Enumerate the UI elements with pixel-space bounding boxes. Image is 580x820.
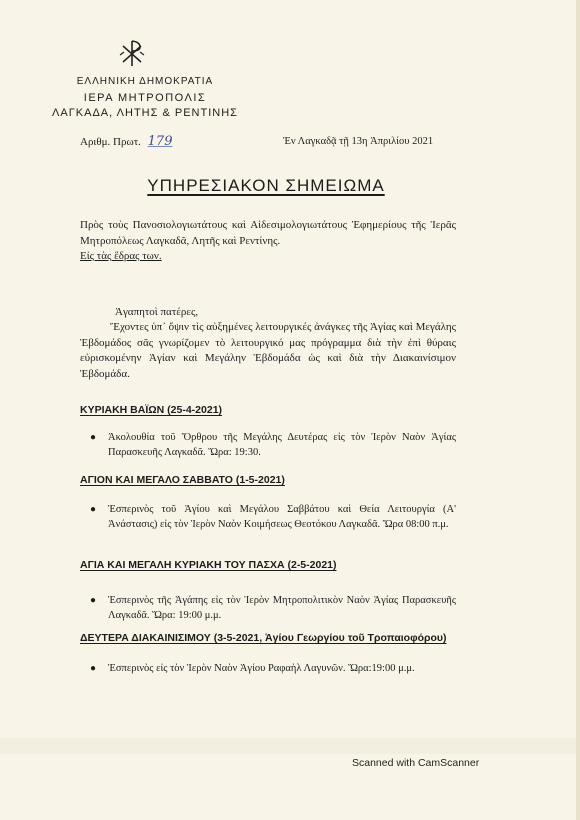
list-item <box>90 430 456 460</box>
recipients-underlined: Εἰς τὰς ἕδρας των. <box>80 250 162 262</box>
header-region: ΛΑΓΚΑΔΑ, ΛΗΤΗΣ & ΡΕΝΤΙΝΗΣ <box>52 107 238 119</box>
scanner-watermark: Scanned with CamScanner <box>352 757 480 769</box>
list-item-text: Ἑσπερινὸς εἰς τὸν Ἱερὸν Ναὸν Ἁγίου Ραφαὴλ Λαγυνῶν. Ὥρα:19:00 μ.μ. <box>108 663 415 674</box>
list-item-text: Ἑσπερινὸς τοῦ Ἁγίου καὶ Μεγάλου Σαββάτου καὶ Θεία Λειτουργία (Α' Ἀνάστασις) εἰς τὸν Ἱερὸν Ναὸν Κοιμήσεως Θεοτόκου Λαγκαδᾶ. Ὥρα 08:00 π.μ. <box>108 504 456 530</box>
bullet-icon: ● <box>90 432 97 443</box>
document-title: ΥΠΗΡΕΣΙΑΚΟΝ ΣΗΜΕΙΩΜΑ <box>147 176 385 195</box>
protocol-label: Αριθμ. Πρωτ. <box>80 136 141 148</box>
protocol-handwritten-number: 179 <box>147 134 173 149</box>
list-item-text: Ἑσπερινὸς τῆς Ἀγάπης εἰς τὸν Ἱερὸν Μητροπολιτικὸν Ναὸν Ἁγίας Παρασκευῆς Λαγκαδᾶ. Ὥρα: 19:00 μ.μ. <box>108 595 456 621</box>
section-heading-bright-monday: ΔΕΥΤΕΡΑ ΔΙΑΚΑΙΝΙΣΙΜΟΥ (3-5-2021, Ἁγίου Γεωργίου τοῦ Τροπαιοφόρου) <box>80 632 447 644</box>
section-heading-easter-sunday: ΑΓΙΑ ΚΑΙ ΜΕΓΑΛΗ ΚΥΡΙΑΚΗ ΤΟΥ ΠΑΣΧΑ (2-5-2021) <box>80 559 337 571</box>
bullet-icon: ● <box>90 663 97 674</box>
section-heading-palm-sunday: ΚΥΡΙΑΚΗ ΒΑΪΩΝ (25-4-2021) <box>80 404 223 416</box>
body-paragraph: Ἔχοντες ὑπ᾽ ὄψιν τὶς αὐξημένες λειτουργικές ἀνάγκες τῆς Ἁγίας καὶ Μεγάλης Ἑβδομάδος σᾶς γνωρίζομεν τὸ λειτουργικό μας πρόγραμμα διὰ τὴν ἐπὶ θύραις εὑρισκομένην Ἁγίαν καὶ Μεγάλην Ἑβδομάδα ὡς καὶ διὰ τὴν Διακαινίσιμον Ἑβδομάδα. <box>80 321 456 380</box>
list-item <box>90 502 456 532</box>
list-item <box>90 593 456 623</box>
list-item <box>90 661 456 676</box>
chi-rho-emblem-icon <box>117 38 147 68</box>
section-heading-holy-saturday: ΑΓΙΟΝ ΚΑΙ ΜΕΓΑΛΟ ΣΑΒΒΑΤΟ (1-5-2021) <box>80 474 285 486</box>
header-state: ΕΛΛΗΝΙΚΗ ΔΗΜΟΚΡΑΤΙΑ <box>76 76 214 87</box>
list-item-text: Ἀκολουθία τοῦ Ὄρθρου τῆς Μεγάλης Δευτέρας εἰς τὸν Ἱερὸν Ναὸν Ἁγίας Παρασκευῆς Λαγκαδᾶ. Ὥρα: 19:30. <box>108 432 456 458</box>
recipients <box>80 218 456 265</box>
bullet-icon: ● <box>90 504 97 515</box>
bullet-icon: ● <box>90 595 97 606</box>
salutation: Ἀγαπητοὶ πατέρες, <box>115 306 199 318</box>
header-metropolis: ΙΕΡΑ ΜΗΤΡΟΠΟΛΙΣ <box>83 92 207 104</box>
recipients-text: Πρὸς τοὺς Πανοσιολογιωτάτους καὶ Αἰδεσιμολογιωτάτους Ἐφημερίους τῆς Ἱερᾶς Μητροπόλεως Λαγκαδᾶ, Λητῆς καὶ Ρεντίνης. <box>80 219 456 247</box>
document-date: Ἐν Λαγκαδᾷ τῇ 13η Ἀπριλίου 2021 <box>283 136 434 147</box>
scan-shadow-band <box>0 738 576 754</box>
protocol-number <box>80 134 172 149</box>
